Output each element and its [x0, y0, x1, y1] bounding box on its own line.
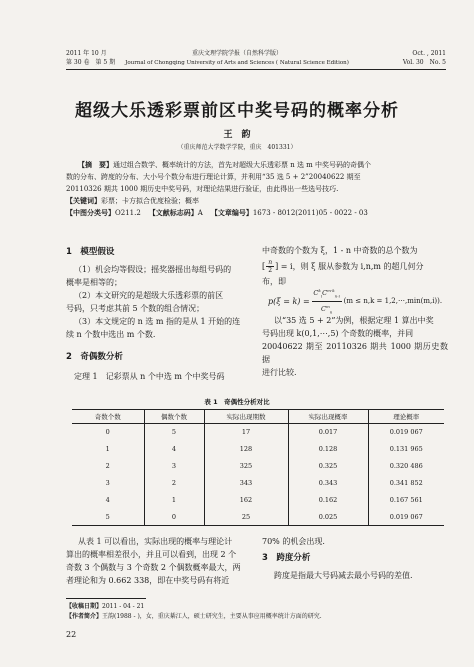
table-row: 1 4 128 0.128 0.131 965	[72, 441, 444, 458]
keywords-line	[66, 195, 448, 207]
table-header-cell: 偶数个数	[144, 410, 204, 424]
header-vol-en: Vol. 30 No. 5	[402, 59, 446, 66]
header-rule	[66, 69, 446, 70]
article-number: 1673 - 8012(2011)05 - 0022 - 03	[252, 209, 368, 217]
section-3-heading: 3 跨度分析	[262, 553, 311, 563]
table-row: 2 3 325 0.325 0.320 486	[72, 458, 444, 475]
header-journal-en: Journal of Chongqing University of Arts and Sciences ( Natural Science Edition)	[125, 60, 349, 66]
classification-line: 【中图分类号】O211.2 【文献标志码】A 【文章编号】1673 - 8012(2011)05 - 0022 - 03	[66, 208, 368, 217]
keywords-label: 【关键词】	[66, 196, 101, 205]
clc-code: O211.2	[115, 209, 141, 217]
table-row: 0 5 17 0.017 0.019 067	[72, 424, 444, 441]
author-bio: 【作者简介】王韵(1988 - )，女，重庆綦江人，硕士研究生，主要从事应用概率统计方面的研究.	[66, 613, 322, 620]
table-header-cell: 实际出现概率	[288, 410, 368, 424]
header-date: 2011 年 10 月	[66, 50, 107, 57]
formula-fraction: $C^k_iC^{m-k}_{n-i}$ $C^m_n$	[313, 288, 340, 314]
parity-table	[72, 409, 444, 526]
header-journal-cn: 重庆文理学院学报（自然科学版）	[191, 50, 282, 57]
bottom-right-paragraph: 70% 的机会出现. 3 跨度分析 跨度是指最大号码减去最小号码的差值.	[262, 535, 444, 582]
keywords: 彩票；卡方拟合优度检验；概率	[101, 197, 199, 205]
footnote	[66, 602, 448, 622]
table-caption: 表 1 奇偶性分析对比	[204, 398, 270, 406]
abstract-line-2: 数的分布、跨度的分布、大小号个数分布进行理论计算，并利用“35 选 5 + 2”20040622 期至	[66, 173, 361, 181]
received-date: 【收稿日期】2011 - 04 - 21	[66, 603, 145, 610]
table-row: 5 0 25 0.025 0.019 067	[72, 509, 444, 526]
table-header-cell: 实际出现期数	[204, 410, 288, 424]
table-header-cell: 奇数个数	[72, 410, 144, 424]
abstract-label: 【摘 要】	[78, 160, 113, 169]
theorem-1: 定理 1 记彩票从 n 个中选 m 个中奖号码	[74, 372, 225, 381]
bracket-line: [ n 2 ] = i，则 ξ 服从参数为 i,n,m 的超几何分	[262, 258, 424, 274]
page-number: 22	[66, 630, 77, 639]
left-column: 1 模型假设 （1）机会均等假设；摇奖器摇出每组号码的 概率是相等的； （2）本文研究的是超级大乐透彩票的前区 号码，只考虑其前 5 个数的组合情况； （3）本文规定的 n 选 m 指的是从 1 开始的连 续 n 个数中选出 m 个数. 2 奇偶数分析 定理 1 记彩票从 n 个中选 m 个中奖号码	[66, 246, 248, 383]
table-row: 3 2 343 0.343 0.341 852	[72, 475, 444, 492]
author-name: 王 韵	[223, 130, 251, 140]
table-header-cell: 理论概率	[368, 410, 444, 424]
abstract-line-1: 【摘 要】通过组合数学、概率统计的方法，首先对超级大乐透彩票 n 选 m 中奖号码的奇偶个	[78, 160, 372, 169]
section-1-heading: 1 模型假设	[66, 247, 115, 257]
paper-title: 超级大乐透彩票前区中奖号码的概率分析	[75, 101, 399, 121]
table-header-row	[72, 410, 444, 424]
hypergeometric-formula: p(ξ = k) = $C^k_iC^{m-k}_{n-i}$ $C^m_n$ (m ≤ n,k = 1,2,⋯,min(m,i)).	[268, 288, 443, 314]
header-issue: 第 30 卷 第 5 期	[66, 59, 116, 66]
section-2-heading: 2 奇偶数分析	[66, 352, 123, 362]
bottom-left-paragraph: 从表 1 可以看出，实际出现的概率与理论计 算出的概率相差很小，并且可以看到，出现 2 个 奇数 3 个偶数与 3 个奇数 2 个偶数概率最大，两 者理论和为 0.662 338，即在中奖号码有将近	[66, 537, 241, 585]
right-column: 中奇数的个数为 ξ，1 - n 中奇数的总个数为 [ n 2 ] = i，则 ξ 服从参数为 i,n,m 的超几何分 布，即 p(ξ = k) = $C^k_iC^{m-k}_{n-i}$ $C^m_n$ (m ≤ n,k = 1,2,⋯,min(m,i)). 以“35 选 5 + 2”为例，根据定理 1 算出中奖 号码出现 k(0,1,⋯,5) 个奇数的概率，并同 20040622 期至 20110326 期共 1000 期历史数据 进行比较.	[262, 246, 448, 377]
header-date-en: Oct. , 2011	[412, 50, 446, 57]
affiliation: （重庆师范大学数学学院，重庆 401331）	[177, 144, 297, 151]
abstract-line-3: 20110326 期共 1000 期历史中奖号码，对理论结果进行验证，由此得出一些选号技巧.	[66, 185, 339, 193]
abstract-block	[66, 159, 448, 219]
table-row: 4 1 162 0.162 0.167 561	[72, 492, 444, 509]
fraction-n-over-2: n 2	[266, 259, 274, 274]
doc-code: A	[197, 209, 203, 217]
footnote-rule	[66, 598, 146, 599]
